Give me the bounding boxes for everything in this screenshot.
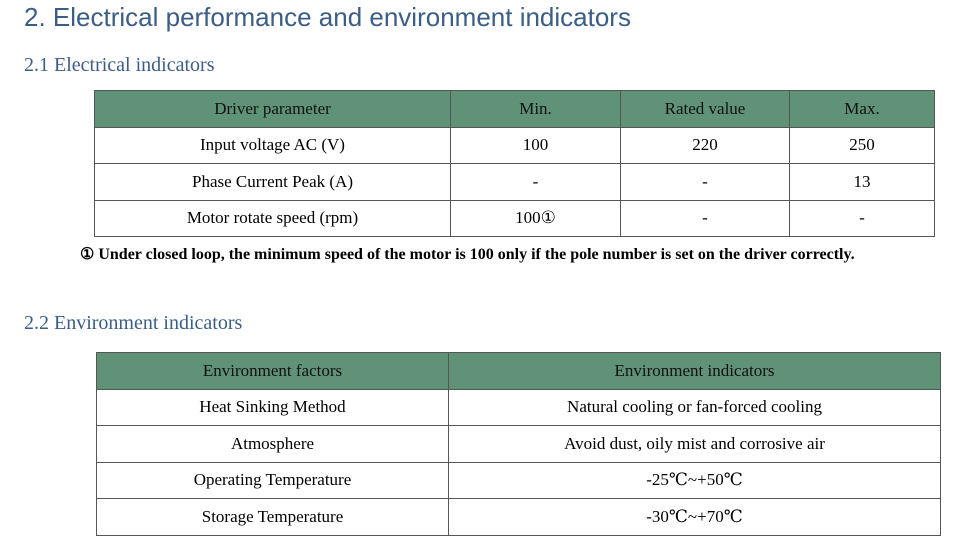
factor-cell: Heat Sinking Method [97,389,449,426]
environment-indicators-table [96,352,941,536]
table-header-row [97,353,941,390]
table-header-row [95,91,935,128]
table-row [97,389,941,426]
rated-cell: - [621,200,790,237]
table-row [97,462,941,499]
table-row [97,426,941,463]
min-cell: 100① [451,200,621,237]
max-cell: 13 [790,164,935,201]
column-header: Min. [451,91,621,128]
table-row [95,200,935,237]
indicator-cell: -30℃~+70℃ [449,499,941,536]
column-header: Driver parameter [95,91,451,128]
table-row [97,499,941,536]
column-header: Environment factors [97,353,449,390]
factor-cell: Storage Temperature [97,499,449,536]
electrical-section-title: 2.1 Electrical indicators [24,54,215,76]
rated-cell: 220 [621,127,790,164]
parameter-cell: Input voltage AC (V) [95,127,451,164]
indicator-cell: Avoid dust, oily mist and corrosive air [449,426,941,463]
max-cell: 250 [790,127,935,164]
environment-section-title: 2.2 Environment indicators [24,312,243,334]
max-cell: - [790,200,935,237]
parameter-cell: Phase Current Peak (A) [95,164,451,201]
electrical-indicators-table [94,90,935,237]
table-row [95,127,935,164]
rated-cell: - [621,164,790,201]
column-header: Max. [790,91,935,128]
footnote: ① Under closed loop, the minimum speed of the motor is 100 only if the pole number is set on the driver correctly. [80,246,855,263]
min-cell: 100 [451,127,621,164]
indicator-cell: Natural cooling or fan-forced cooling [449,389,941,426]
table-row [95,164,935,201]
parameter-cell: Motor rotate speed (rpm) [95,200,451,237]
indicator-cell: -25℃~+50℃ [449,462,941,499]
column-header: Rated value [621,91,790,128]
column-header: Environment indicators [449,353,941,390]
factor-cell: Operating Temperature [97,462,449,499]
factor-cell: Atmosphere [97,426,449,463]
page-title: 2. Electrical performance and environment indicators [24,2,631,32]
min-cell: - [451,164,621,201]
